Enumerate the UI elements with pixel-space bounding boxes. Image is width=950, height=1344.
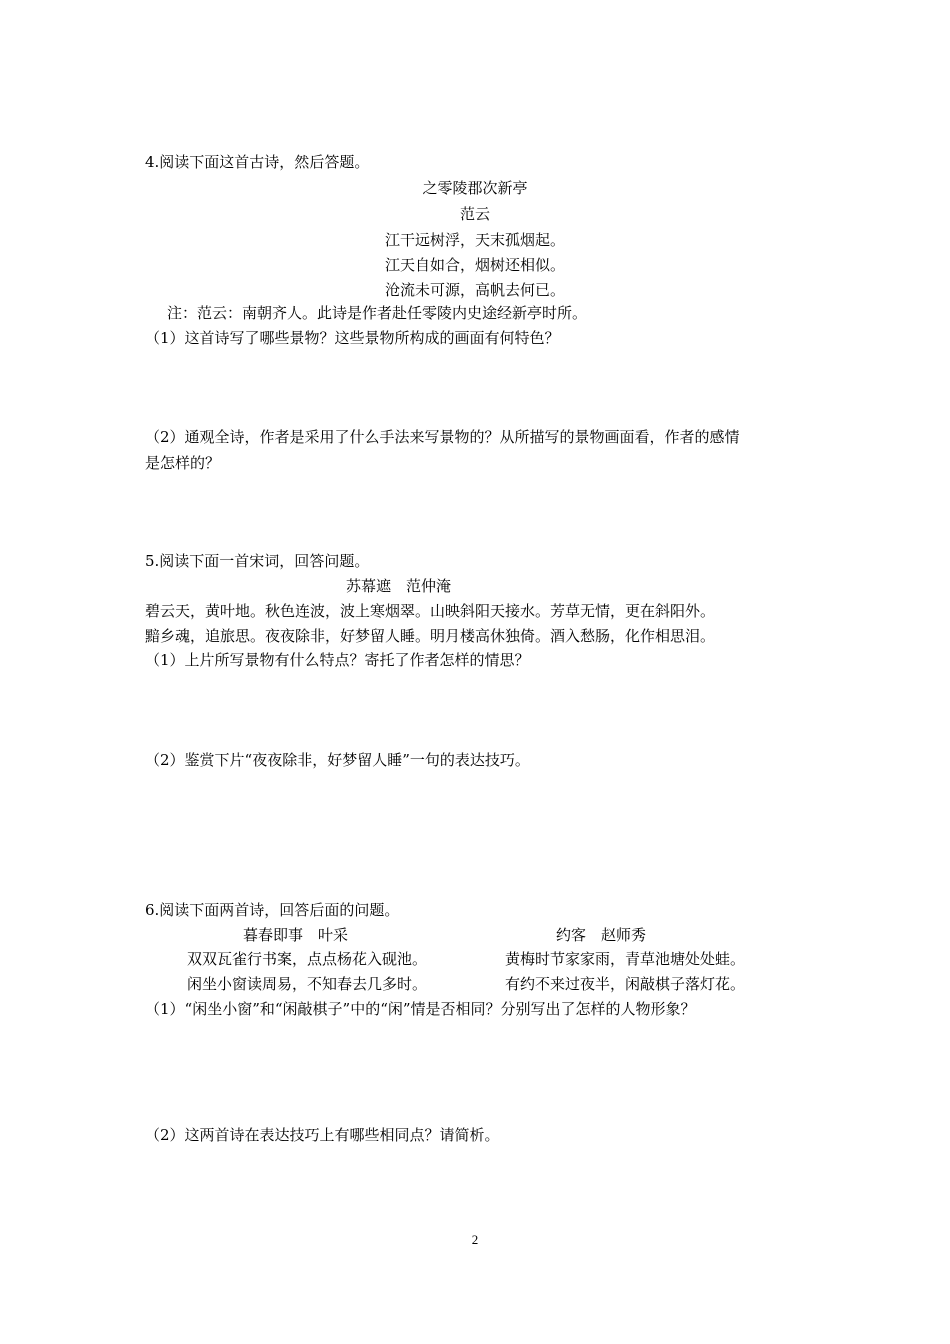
- q5-ci-line-1: 碧云天，黄叶地。秋色连波，波上寒烟翠。山映斜阳天接水。芳草无情，更在斜阳外。: [145, 602, 716, 620]
- q6-poem-a-line-1: 双双瓦雀行书案，点点杨花入砚池。: [187, 950, 428, 968]
- q4-subquestion-1: （1）这首诗写了哪些景物？这些景物所构成的画面有何特色？: [145, 329, 560, 347]
- q4-subquestion-2-line-2: 是怎样的？: [145, 454, 221, 472]
- q5-subquestion-1: （1）上片所写景物有什么特点？寄托了作者怎样的情思？: [145, 651, 530, 669]
- q6-poem-b-title: 约客 赵师秀: [556, 926, 647, 944]
- q5-ci-line-2: 黯乡魂，追旅思。夜夜除非，好梦留人睡。明月楼高休独倚。酒入愁肠，化作相思泪。: [145, 627, 716, 645]
- q4-poem-line-1: 江干远树浮，天末孤烟起。: [384, 231, 565, 249]
- q4-subquestion-2-line-1: （2）通观全诗，作者是采用了什么手法来写景物的？从所描写的景物画面看，作者的感情: [145, 428, 740, 446]
- q5-prompt: 5.阅读下面一首宋词，回答问题。: [145, 552, 370, 570]
- q4-poem-title: 之零陵郡次新亭: [422, 179, 528, 197]
- q5-ci-title: 苏幕遮 范仲淹: [346, 577, 452, 595]
- q6-poem-a-title: 暮春即事 叶采: [243, 926, 349, 944]
- q4-poem-author: 范云: [459, 205, 490, 223]
- q6-poem-b-line-1: 黄梅时节家家雨，青草池塘处处蛙。: [505, 950, 746, 968]
- q4-note: 注：范云：南朝齐人。此诗是作者赴任零陵内史途经新亭时所。: [167, 304, 588, 322]
- q6-subquestion-1: （1）“闲坐小窗”和“闲敲棋子”中的“闲”情是否相同？分别写出了怎样的人物形象？: [145, 1000, 696, 1018]
- page-number: 2: [471, 1232, 479, 1247]
- q4-poem-line-3: 沧流未可源，高帆去何已。: [384, 281, 565, 299]
- q5-subquestion-2: （2）鉴赏下片“夜夜除非，好梦留人睡”一句的表达技巧。: [145, 751, 530, 769]
- q6-poem-a-line-2: 闲坐小窗读周易，不知春去几多时。: [187, 975, 428, 993]
- q6-prompt: 6.阅读下面两首诗，回答后面的问题。: [145, 901, 400, 919]
- q4-prompt: 4.阅读下面这首古诗，然后答题。: [145, 153, 370, 171]
- q6-subquestion-2: （2）这两首诗在表达技巧上有哪些相同点？请简析。: [145, 1126, 500, 1144]
- q4-poem-line-2: 江天自如合，烟树还相似。: [384, 256, 565, 274]
- q6-poem-b-line-2: 有约不来过夜半，闲敲棋子落灯花。: [505, 975, 746, 993]
